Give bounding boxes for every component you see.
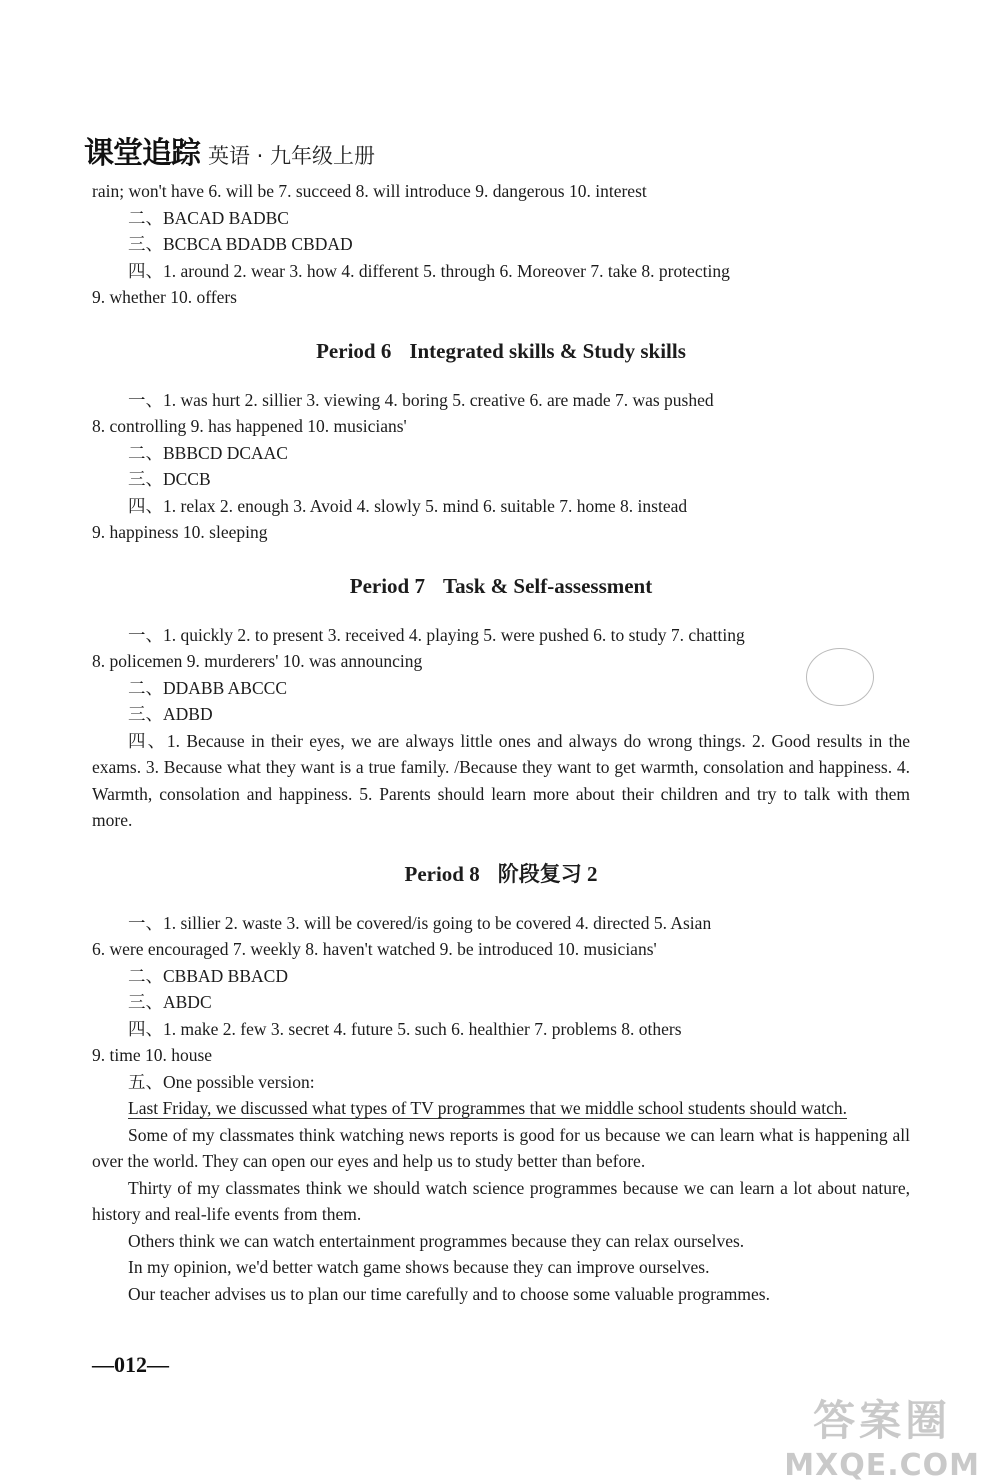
period-number: Period 7 xyxy=(349,573,425,598)
answer-line: 8. controlling 9. has happened 10. musicians' xyxy=(92,416,407,436)
book-brand: 课堂追踪 xyxy=(84,136,200,171)
answer-line: 一、1. sillier 2. waste 3. will be covered/is going to be covered 4. directed 5. Asian xyxy=(128,912,712,933)
answer-line: 四、1. around 2. wear 3. how 4. different 5. through 6. Moreover 7. take 8. protecting xyxy=(128,260,730,281)
watermark-logo-text: 答案圈 xyxy=(813,1396,952,1445)
answer-line: 五、One possible version: xyxy=(128,1071,315,1092)
answer-line: 一、1. was hurt 2. sillier 3. viewing 4. boring 5. creative 6. are made 7. was pushed xyxy=(128,389,714,410)
essay-paragraph: Some of my classmates think watching news reports is good for us because we can learn what is happening all over the world. They can open our eyes and help us to study better than before. xyxy=(92,1124,910,1171)
page-header xyxy=(84,128,375,172)
essay-paragraph: In my opinion, we'd better watch game shows because they can improve ourselves. xyxy=(128,1257,710,1277)
period-title: Task & Self-assessment xyxy=(442,573,653,598)
answer-line: rain; won't have 6. will be 7. succeed 8. will introduce 9. dangerous 10. interest xyxy=(92,181,647,201)
essay-paragraph xyxy=(92,1095,910,1122)
answer-line: 6. were encouraged 7. weekly 8. haven't watched 9. be introduced 10. musicians' xyxy=(92,939,657,959)
answer-line: 四、1. relax 2. enough 3. Avoid 4. slowly 5. mind 6. suitable 7. home 8. instead xyxy=(128,495,688,516)
period-7-heading xyxy=(92,572,910,600)
essay-paragraph: Others think we can watch entertainment programmes because they can relax ourselves. xyxy=(128,1230,745,1251)
answer-line: 三、BCBCA BDADB CBDAD xyxy=(128,234,353,254)
period-number: Period 6 xyxy=(316,338,392,363)
essay-paragraph: Our teacher advises us to plan our time carefully and to choose some valuable programmes. xyxy=(128,1283,770,1304)
answer-line: 9. time 10. house xyxy=(92,1045,213,1065)
period-8-heading xyxy=(92,860,910,888)
answer-line: 二、CBBAD BBACD xyxy=(128,965,288,986)
answer-line: 二、BBBCD DCAAC xyxy=(128,442,288,463)
answer-line: 三、ABDC xyxy=(128,992,212,1012)
answer-paragraph: 四、1. Because in their eyes, we are always little ones and always do wrong things. 2. Good results in the exams. 3. Because what they want is a true family. /Because they want to get warmth, consolation and happiness. 4. Warmth, consolation and happiness. 5. Parents should learn more about their children and try to talk with them more. xyxy=(92,730,910,830)
answer-line: 一、1. quickly 2. to present 3. received 4. playing 5. were pushed 6. to study 7. chatting xyxy=(128,624,745,645)
answer-line: 9. happiness 10. sleeping xyxy=(92,522,268,542)
answer-line: 二、DDABB ABCCC xyxy=(128,677,287,698)
site-watermark xyxy=(784,1388,980,1483)
period-title: 阶段复习 2 xyxy=(497,861,598,886)
answer-line: 二、BACAD BADBC xyxy=(128,207,289,228)
essay-underlined-text: Last Friday, we discussed what types of TV programmes that we middle school students should watch. xyxy=(128,1098,848,1118)
answer-line: 三、DCCB xyxy=(128,469,211,489)
answer-content xyxy=(92,178,910,1307)
page-number: —012— xyxy=(92,1352,169,1377)
answer-line: 9. whether 10. offers xyxy=(92,287,237,307)
answer-line: 三、ADBD xyxy=(128,704,213,724)
period-title: Integrated skills & Study skills xyxy=(409,338,686,363)
answer-line: 四、1. make 2. few 3. secret 4. future 5. such 6. healthier 7. problems 8. others xyxy=(128,1018,682,1039)
essay-paragraph: Thirty of my classmates think we should watch science programmes because we can learn a lot about nature, history and real-life events from them. xyxy=(92,1177,910,1224)
book-subject: 英语 · 九年级上册 xyxy=(208,144,376,168)
period-6-heading xyxy=(92,337,910,365)
faint-stamp xyxy=(806,648,874,706)
period-number: Period 8 xyxy=(404,861,480,886)
answer-line: 8. policemen 9. murderers' 10. was announcing xyxy=(92,651,423,671)
watermark-url: MXQE.COM xyxy=(784,1448,980,1483)
